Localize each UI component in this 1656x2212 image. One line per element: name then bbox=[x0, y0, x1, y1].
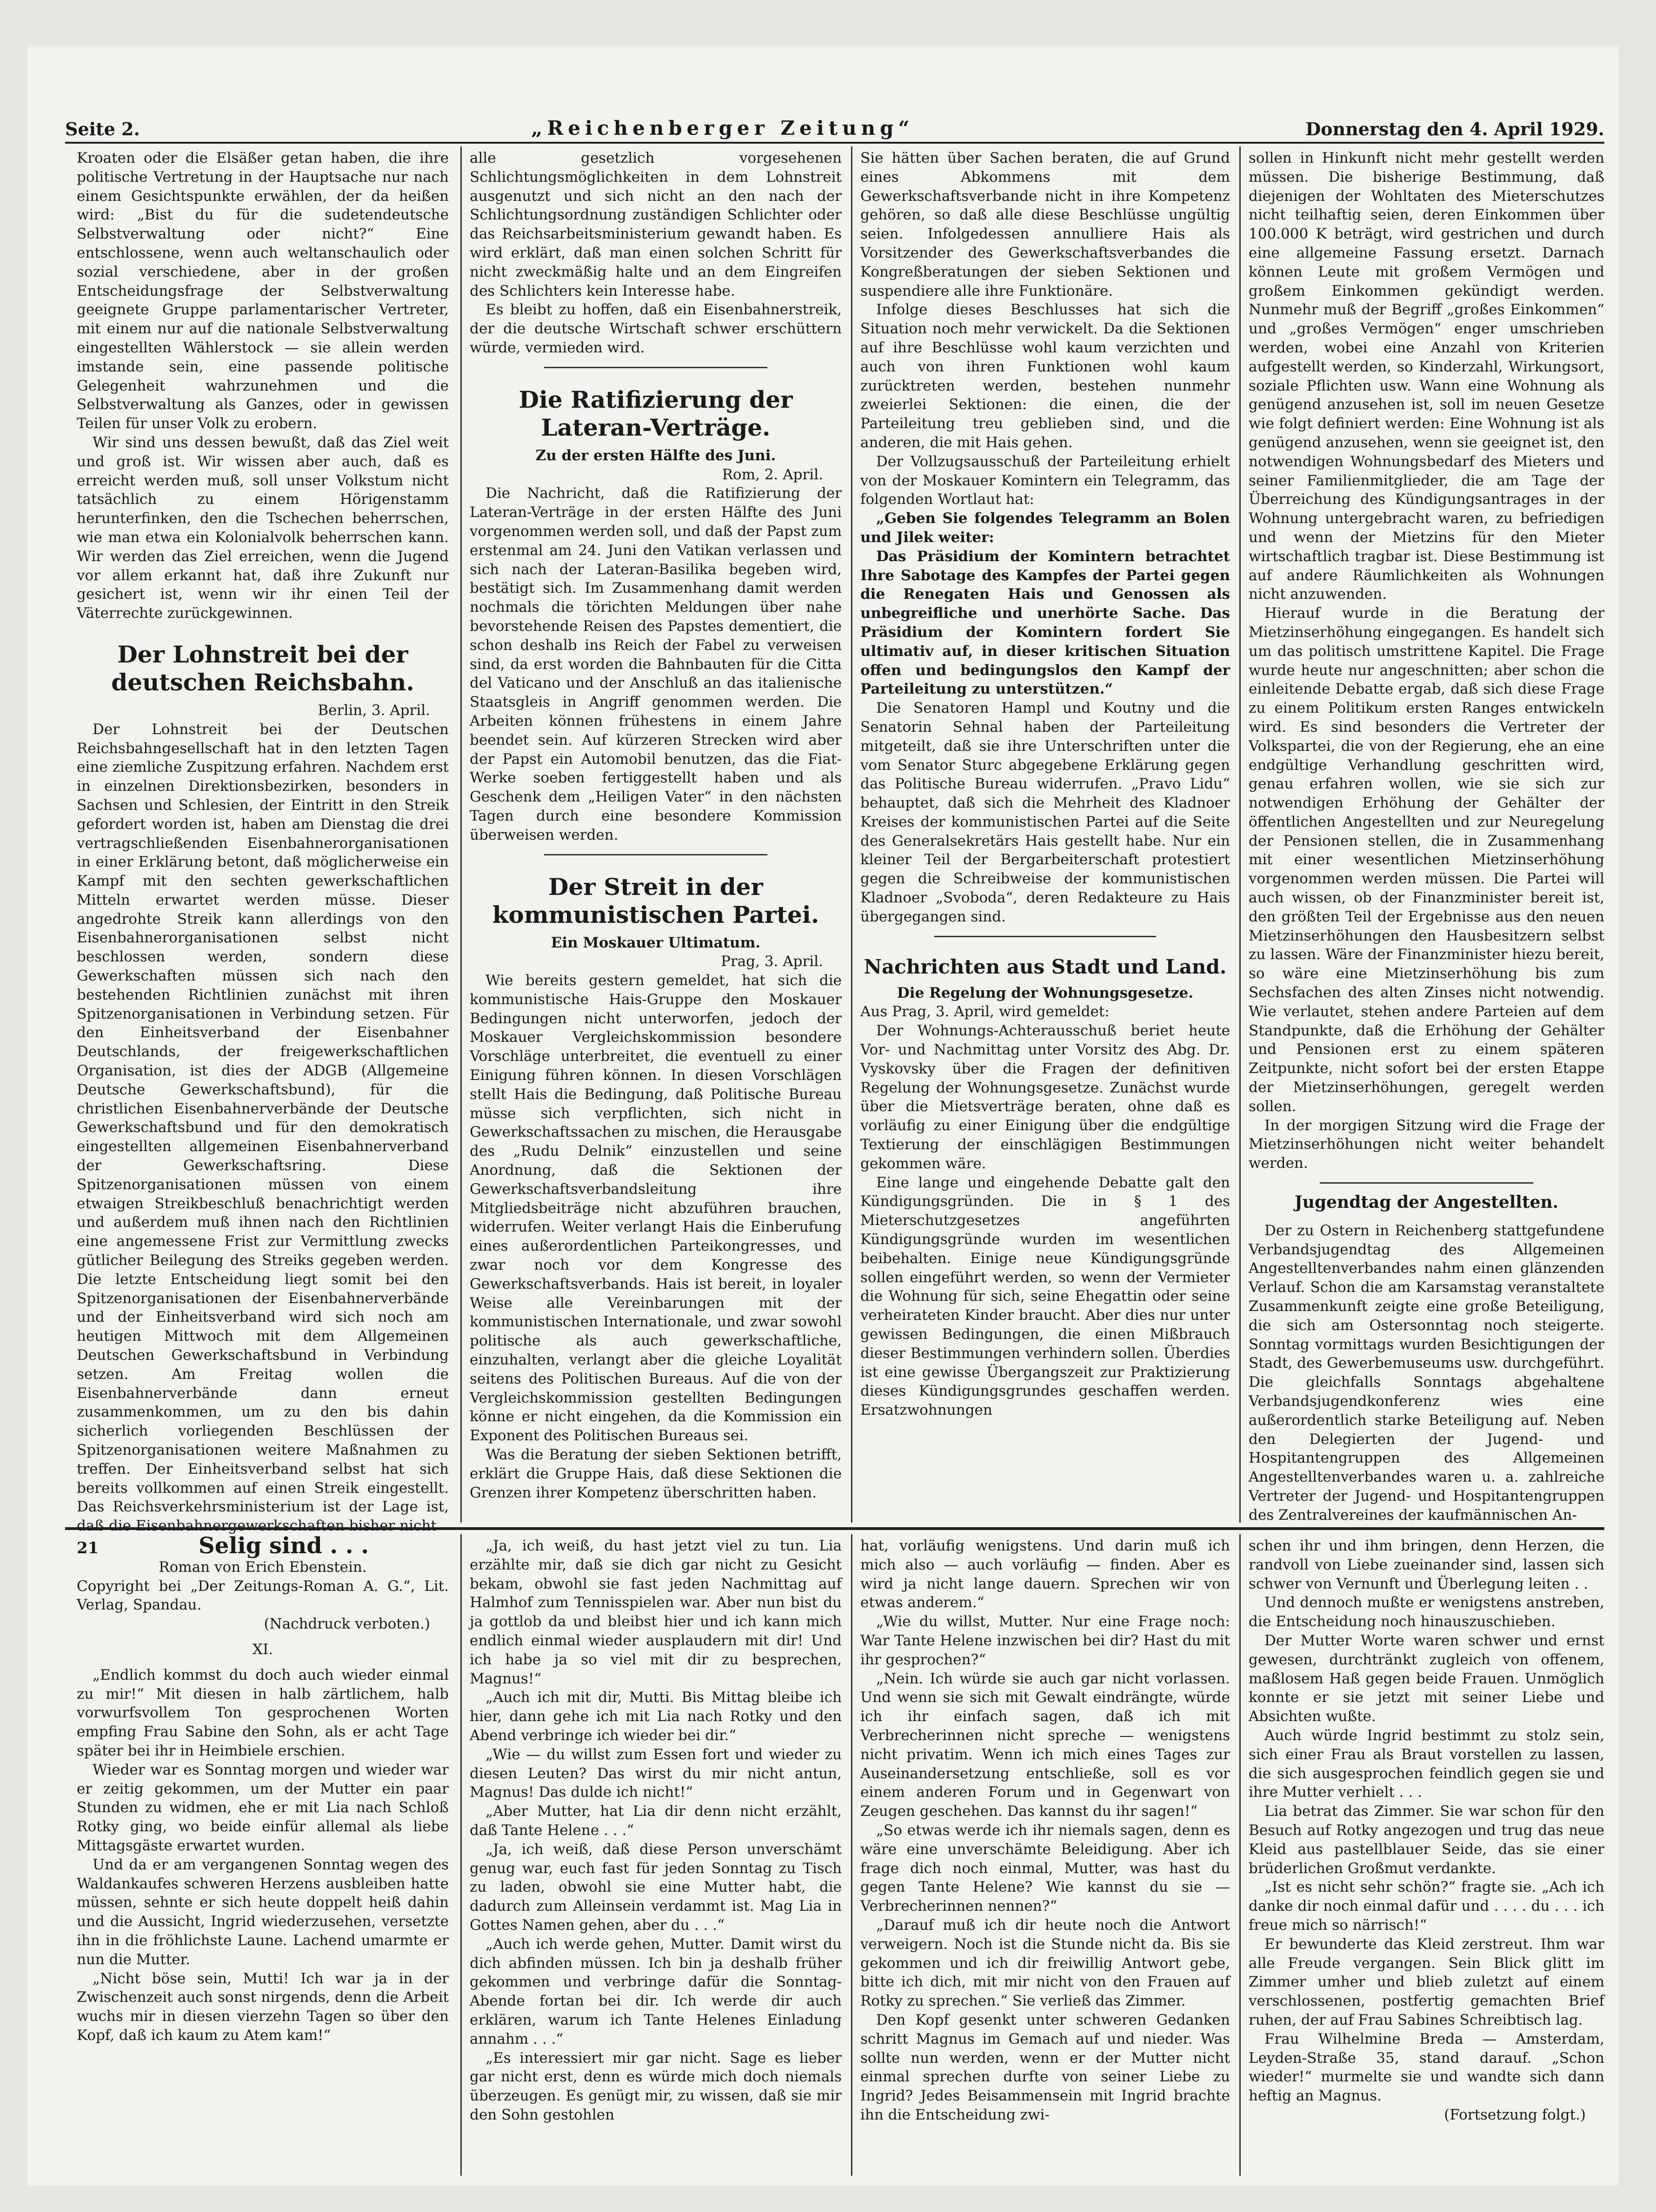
headline-reichsbahn: Der Lohnstreit bei der deutschen Reichsbahn. bbox=[111, 640, 414, 696]
installment-number: 21 bbox=[77, 1539, 99, 1557]
dateline: Prag, 3. April. bbox=[721, 953, 823, 970]
paragraph: sollen in Hinkunft nicht mehr gestellt werden müssen. Die bisherige Bestimmung, daß diejenigen der Wohltaten des Mieterschutzes nicht teilhaftig seien, deren Einkommen über 100.000 K beträgt, wird gestrichen und durch eine allgemeine Fassung ersetzt. Darnach können Leute mit großem Vermögen und großem Einkommen gekündigt werden. Nunmehr muß der Begriff „großes Einkommen“ und „großes Vermögen“ enger umschrieben werden, wobei eine Anzahl von Kriterien aufgestellt werden, so Kinderzahl, Wirkungsort, soziale Pflichten usw. Wann eine Wohnung als genügend anzusehen ist, soll im neuen Gesetze wie folgt definiert werden: Eine Wohnung ist als genügend anzusehen, wenn sie geeignet ist, den notwendigen Wohnungsbedarf des Mieters und seiner Familienmitglieder, die am Tage der Überreichung des Kündigungsantrages in der Wohnung untergebracht waren, zu befriedigen und wenn der Mietzins für den Mieter wirtschaftlich tragbar ist. Diese Bestimmung ist auf andere Räumlichkeiten als Wohnungen nicht anzuwenden. bbox=[1249, 150, 1604, 603]
column-rule bbox=[851, 1534, 852, 2176]
column-rule bbox=[460, 146, 462, 1523]
masthead-rule bbox=[65, 142, 1604, 144]
newspaper-title: „Reichenberger Zeitung“ bbox=[531, 117, 914, 139]
article-column-2 bbox=[470, 149, 842, 1525]
dateline: Rom, 2. April. bbox=[722, 466, 823, 483]
continuation-note: (Fortsetzung folgt.) bbox=[1444, 2106, 1586, 2123]
paragraph: Der zu Ostern in Reichenberg stattgefundene Verbandsjugendtag des Allgemeinen Angestelltenverbandes nahm einen glänzenden Verlauf. Schon die am Karsamstag veranstaltete Zusammenkunft zeigte eine große Beteiligung, die sich am Ostersonntag noch steigerte. Sonntag vormittags wurden Besichtigungen der Stadt, des Gewerbemuseums usw. durchgeführt. Die gleichfalls Sonntags abgehaltene Verbandsjugendkonferenz wies eine außerordentlich starke Beteiligung auf. Neben den Delegierten der Jugend- und Hospitantengruppen des Allgemeinen Angestelltenverbandes waren u. a. zahlreiche Vertreter der Jugend- und Hospitantengruppen des Zentralvereines der kaufmännischen An- bbox=[1249, 1222, 1604, 1523]
paragraph: Aus Prag, 3. April, wird gemeldet: bbox=[860, 1003, 1110, 1020]
page-number: Seite 2. bbox=[65, 119, 140, 139]
article-separator bbox=[544, 854, 767, 855]
column-rule bbox=[851, 146, 852, 1523]
paragraph: Den Kopf gesenkt unter schweren Gedanken schritt Magnus im Gemach auf und nieder. Was sollte nun werden, wenn er der Mutter nicht einmal sprechen durfte von seiner Liebe zu Ingrid? Jedes Beisammensein mit Ingrid brachte ihn die Entscheidung zwi- bbox=[860, 2011, 1230, 2123]
masthead bbox=[65, 102, 1604, 139]
article-column-3 bbox=[860, 149, 1230, 1525]
paragraph: „Nein. Ich würde sie auch gar nicht vorlassen. Und wenn sie sich mit Gewalt eindrängte, würde ich ihr einfach sagen, daß ich mit Verbrecherinnen nicht spreche — wenigstens nicht privatim. Wenn ich mich eines Tages zur Auseinandersetzung entschließe, soll es vor einem anderen Forum und in Gegenwart von Zeugen geschehen. Das kannst du ihr sagen!“ bbox=[860, 1670, 1230, 1820]
serial-column-3 bbox=[860, 1536, 1230, 2176]
serial-column-4 bbox=[1249, 1536, 1604, 2176]
issue-date: Donnerstag den 4. April 1929. bbox=[1305, 119, 1604, 139]
paragraph: „Auch ich mit dir, Mutti. Bis Mittag bleibe ich hier, dann gehe ich mit Lia nach Rotky und den Abend verbringe ich wieder bei dir.“ bbox=[470, 1689, 842, 1744]
serial-column-1 bbox=[77, 1533, 449, 2176]
paragraph: Der Wohnungs-Achterausschuß beriet heute Vor- und Nachmittag unter Vorsitz des Abg. Dr. Vyskovsky über die Fragen der definitiven Regelung der Wohnungsgesetze. Zunächst wurde über die Mietsverträge beraten, ohne daß es vorläufig zu einer Einigung über die endgültige Textierung der einschlägigen Bestimmungen gekommen wäre. bbox=[860, 1022, 1230, 1172]
serial-column-2 bbox=[470, 1536, 842, 2176]
paragraph: Wie bereits gestern gemeldet, hat sich die kommunistische Hais-Gruppe den Moskauer Bedingungen nicht unterworfen, jedoch der Moskauer Vergleichskommission besondere Vorschläge unterbreitet, die eventuell zu einer Einigung führen können. In diesen Vorschlägen stellt Hais die Bedingung, daß Politische Bureau müsse sich verpflichten, sich nicht in Gewerkschaftssachen zu mischen, die Herausgabe des „Rudu Delnik“ einzustellen und seine Anordnung, daß die Sektionen der Gewerkschaftsverbandsleitung ihre Mitgliedsbeiträge nicht abzuführen brauchen, widerrufen. Weiter verlangt Hais die Einberufung eines außerordentlichen Parteikongresses, und zwar noch vor dem Kongresse des Gewerkschaftsverbands. Hais ist bereit, in loyaler Weise alle Vereinbarungen mit der kommunistischen Internationale, und zwar sowohl politische als auch gewerkschaftliche, einzuhalten, verlangt aber die gleiche Loyalität seitens des Politischen Bureaus. Auf die von der Vergleichskommission gestellten Bedingungen könne er nicht eingehen, da die Kommission ein Exponent des Politischen Bureaus sei. bbox=[470, 972, 842, 1444]
paragraph: In der morgigen Sitzung wird die Frage der Mietzinserhöhungen nicht weiter behandelt werden. bbox=[1249, 1117, 1604, 1172]
paragraph: „Wie — du willst zum Essen fort und wieder zu diesen Leuten? Das wirst du mir nicht antun, Magnus! Das dulde ich nicht!“ bbox=[470, 1746, 842, 1801]
paragraph: alle gesetzlich vorgesehenen Schlichtungsmöglichkeiten in dem Lohnstreit ausgenutzt und sich nicht an den nach der Schlichtungsordnung zuständigen Schlichter oder das Reichsarbeitsministerium gewandt haben. Es wird erklärt, daß man einen solchen Schritt für nicht zweckmäßig halte und an dem Eingreifen des Schlichters kein Interesse habe. bbox=[470, 150, 842, 299]
serial-copyright: Copyright bei „Der Zeitungs-Roman A. G.“, Lit. Verlag, Spandau. bbox=[77, 1577, 449, 1614]
paragraph: „Ja, ich weiß, daß diese Person unverschämt genug war, euch fast für jeden Sonntag zu Tisch zu laden, obwohl sie eine Mutter habt, die dadurch zum Alleinsein verdammt ist. Mag Lia in Gottes Namen gehen, aber du . . .“ bbox=[470, 1841, 842, 1934]
paragraph: Das Präsidium der Komintern betrachtet Ihre Sabotage des Kampfes der Partei gegen die Renegaten Hais und Genossen als unbegreifliche und unerhörte Sache. Das Präsidium der Komintern fordert Sie ultimativ auf, in dieser kritischen Situation offen und bedingungslos den Kampf der Parteileitung zu unterstützen.“ bbox=[860, 548, 1230, 698]
headline-jugendtag: Jugendtag der Angestellten. bbox=[1294, 1192, 1559, 1212]
column-rule bbox=[1239, 1534, 1241, 2176]
paragraph: „Ist es nicht sehr schön?“ fragte sie. „Ach ich danke dir noch einmal dafür und . . . . du . . . ich freue mich so närrisch!“ bbox=[1249, 1879, 1604, 1934]
paragraph: Und da er am vergangenen Sonntag wegen des Waldankaufes schweren Herzens ausbleiben hatte müssen, sehnte er sich heute doppelt heiß dahin und die Aussicht, Ingrid wiederzusehen, versetzte ihn in die fröhlichste Laune. Lachend umarmte er nun die Mutter. bbox=[77, 1856, 449, 1968]
paragraph: Sie hätten über Sachen beraten, die auf Grund eines Abkommens mit dem Gewerkschaftsverbande nicht in ihre Kompetenz gehören, so daß alle diese Beschlüsse ungültig seien. Infolgedessen annulliere Hais als Vorsitzender des Gewerkschaftsverbandes die Kongreßberatungen der sieben Sektionen und suspendiere alle ihre Funktionäre. bbox=[860, 150, 1230, 299]
paragraph: Der Mutter Worte waren schwer und ernst gewesen, durchtränkt zugleich von offenem, maßlosem Haß gegen beide Frauen. Unmöglich konnte er sie jetzt mit seiner Liebe und Absichten wußte. bbox=[1249, 1632, 1604, 1725]
paragraph: „Darauf muß ich dir heute noch die Antwort verweigern. Noch ist die Stunde nicht da. Bis sie gekommen und ich dir freiwillig Antwort gebe, bitte ich dich, mit mir nicht von den Frauen auf Rotky zu sprechen.“ Sie verließ das Zimmer. bbox=[860, 1916, 1230, 2010]
article-separator bbox=[934, 936, 1156, 937]
paragraph: Was die Beratung der sieben Sektionen betrifft, erklärt die Gruppe Hais, daß diese Sektionen die Grenzen ihrer Kompetenz überschritten haben. bbox=[470, 1446, 842, 1501]
paragraph: „Wie du willst, Mutter. Nur eine Frage noch: War Tante Helene inzwischen bei dir? Hast du mit ihr gesprochen?“ bbox=[860, 1613, 1230, 1668]
paragraph: Frau Wilhelmine Breda — Amsterdam, Leyden-Straße 35, stand darauf. „Schon wieder!“ murmelte sie und wandte sich dann heftig an Magnus. bbox=[1249, 2030, 1604, 2105]
paragraph: Eine lange und eingehende Debatte galt den Kündigungsgründen. Die in § 1 des Mieterschutzgesetzes angeführten Kündigungsgründe wurden im wesentlichen beibehalten. Einige neue Kündigungsgründe sollen eingeführt werden, so wenn der Vermieter die Wohnung für sich, seine Ehegattin oder seine verheirateten Kinder braucht. Aber dies nur unter gewissen Bedingungen, die einen Mißbrauch dieser Bestimmungen verhindern sollen. Überdies ist eine gewisse Übergangszeit zur Praktizierung dieses Kündigungsgrundes geschaffen werden. Ersatzwohnungen bbox=[860, 1174, 1230, 1419]
paragraph: Die Senatoren Hampl und Koutny und die Senatorin Sehnal haben der Parteileitung mitgeteilt, daß sie ihre Unterschriften unter die vom Senator Sturc abgegebene Erklärung gegen das Politische Bureau widerrufen. „Pravo Lidu“ behauptet, daß sich die Mehrheit des Kladnoer Kreises der kommunistischen Partei auf die Seite des Generalsekretärs Hais gestellt habe. Nur ein kleiner Teil der Bergarbeiterschaft protestiert gegen die Schreibweise der kommunistischen Kladnoer „Svoboda“, deren Redakteure zu Hais übergegangen sind. bbox=[860, 700, 1230, 925]
article-separator bbox=[1320, 1182, 1533, 1184]
serial-header bbox=[77, 1533, 449, 1559]
serial-author: Roman von Erich Ebenstein. bbox=[159, 1558, 367, 1576]
headline-kommunisten: Der Streit in der kommunistischen Partei. bbox=[492, 873, 819, 928]
paragraph: Der Vollzugsausschuß der Parteileitung erhielt von der Moskauer Komintern ein Telegramm, das folgenden Wortlaut hat: bbox=[860, 453, 1230, 508]
reprint-notice: (Nachdruck verboten.) bbox=[264, 1616, 430, 1633]
paragraph: Infolge dieses Beschlusses hat sich die Situation noch mehr verwickelt. Da die Sektionen auf ihre Beschlüsse wohl kaum verzichten und auch von ihren Funktionen wohl kaum zurücktreten werden, bestehen nunmehr zweierlei Sektionen: die einen, die der Parteileitung treu geblieben sind, und die anderen, die mit Hais gehen. bbox=[860, 301, 1230, 451]
paragraph: „Geben Sie folgendes Telegramm an Bolen und Jilek weiter: bbox=[860, 510, 1230, 546]
serial-title: Selig sind . . . bbox=[199, 1533, 369, 1559]
article-column-4 bbox=[1249, 149, 1604, 1525]
column-rule bbox=[1239, 146, 1241, 1523]
paragraph: Die Nachricht, daß die Ratifizierung der Lateran-Verträge in der ersten Hälfte des Juni vorgenommen werden soll, und daß der Papst zum erstenmal am 24. Juni den Vatikan verlassen und sich nach der Lateran-Basilika begeben wird, bestätigt sich. Im Zusammenhang damit werden nochmals die törichten Meldungen über nahe bevorstehende Reisen des Papstes dementiert, die schon deshalb ins Reich der Fabel zu verweisen sind, da erst worden die Bahnbauten für die Citta del Vaticano und der Anschluß an das italienische Staatsgleis in Angriff genommen werden. Die Arbeiten können frühestens in einem Jahre beendet sein. Auf kürzeren Strecken wird aber der Papst ein Automobil benutzen, das die Fiat-Werke soeben fertiggestellt haben und als Geschenk dem „Heiligen Vater“ in den nächsten Tagen durch eine besondere Kommission überweisen werden. bbox=[470, 485, 842, 843]
article-column-1 bbox=[77, 149, 449, 1535]
paragraph: „Auch ich werde gehen, Mutter. Damit wirst du dich abfinden müssen. Ich bin ja deshalb früher gekommen und verbringe dafür die Sonntag-Abende fortan bei dir. Ich werde dir auch erklären, warum ich Tante Helenes Einladung annahm . . .“ bbox=[470, 1935, 842, 2047]
paragraph: Lia betrat das Zimmer. Sie war schon für den Besuch auf Rotky angezogen und trug das neue Kleid aus pastellblauer Seide, das sie einer brüderlichen Großmut verdankte. bbox=[1249, 1803, 1604, 1877]
subheadline: Die Regelung der Wohnungsgesetze. bbox=[897, 984, 1194, 1001]
dateline: Berlin, 3. April. bbox=[318, 702, 430, 719]
paragraph: Und dennoch mußte er wenigstens anstreben, die Entscheidung noch hinauszuschieben. bbox=[1249, 1594, 1604, 1630]
paragraph: schen ihr und ihm bringen, denn Herzen, die randvoll von Liebe zueinander sind, lassen sich schwer von Vernunft und Überlegung leiten . . bbox=[1249, 1537, 1604, 1592]
paragraph: Es bleibt zu hoffen, daß ein Eisenbahnerstreik, der die deutsche Wirtschaft schwer erschüttern würde, vermieden wird. bbox=[470, 301, 842, 356]
headline-lateran: Die Ratifizierung der Lateran-Verträge. bbox=[519, 385, 793, 441]
column-rule bbox=[460, 1534, 462, 2176]
paragraph: „Endlich kommst du doch auch wieder einmal zu mir!“ Mit diesen in halb zärtlichem, halb vorwurfsvollem Ton gesprochenen Worten empfing Frau Sabine den Sohn, als er acht Tage später bei ihr in Heimbiele erschien. bbox=[77, 1666, 449, 1759]
paragraph: Auch würde Ingrid bestimmt zu stolz sein, sich einer Frau als Braut vorstellen zu lassen, die sich ausgesprochen feindlich gegen sie und ihre Mutter verhielt . . . bbox=[1249, 1727, 1604, 1801]
paragraph: Er bewunderte das Kleid zerstreut. Ihm war alle Freude vergangen. Sein Blick glitt im Zimmer umher und blieb zuletzt auf einem verschlossenen, postfertig gemachten Brief ruhen, der auf Frau Sabines Schreibtisch lag. bbox=[1249, 1935, 1604, 2028]
paragraph: Wir sind uns dessen bewußt, daß das Ziel weit und groß ist. Wir wissen aber auch, daß es erreicht werden muß, soll unser Volkstum nicht tatsächlich zu einem Hörigenstamm herunterfinken, den die Tschechen beherrschen, wie man etwa ein Kolonialvolk beherrschen kann. Wir werden das Ziel erreichen, wenn die Jugend vor allem erkannt hat, daß ihre Zukunft nur gesichert ist, wenn wir ihr einen Teil der Väterrechte zurückgewinnen. bbox=[77, 434, 449, 622]
headline-stadt-land: Nachrichten aus Stadt und Land. bbox=[864, 955, 1227, 978]
paragraph: „Nicht böse sein, Mutti! Ich war ja in der Zwischenzeit auch sonst nirgends, denn die Arbeit wuchs mir in diesen vierzehn Tagen so über den Kopf, daß ich kaum zu Atem kam!“ bbox=[77, 1970, 449, 2044]
subheadline: Ein Moskauer Ultimatum. bbox=[551, 934, 761, 951]
paragraph: Kroaten oder die Elsäßer getan haben, die ihre politische Vertretung in der Hauptsache nur nach einem Gesichtspunkte erwählen, der da heißen wird: „Bist du für die sudetendeutsche Selbstverwaltung oder nicht?“ Eine entschlossene, wenn auch weltanschaulich oder sozial verschiedene, aber in der großen Entscheidungsfrage der Selbstverwaltung geeignete Gruppe parlamentarischer Vertreter, mit einem nur auf die nationale Selbstverwaltung eingestellten Wählerstock — sie allein werden imstande sein, eine passende politische Gelegenheit wahrzunehmen und die Selbstverwaltung als Ganzes, oder in gewissen Teilen für unser Volk zu erobern. bbox=[77, 150, 449, 432]
paragraph: hat, vorläufig wenigstens. Und darin muß ich mich also — auch vorläufig — finden. Aber es wird ja nicht lange dauern. Sprechen wir von etwas anderem.“ bbox=[860, 1537, 1230, 1611]
paragraph: „Ja, ich weiß, du hast jetzt viel zu tun. Lia erzählte mir, daß sie dich gar nicht zu Gesicht bekam, obwohl sie fast jeden Nachmittag auf Halmhof zum Tennisspielen war. Aber nun bist du ja gottlob da und bleibst hier und ich kann mich endlich einmal wieder ausplaudern mit dir! Und ich habe ja so viel mit dir zu besprechen, Magnus!“ bbox=[470, 1537, 842, 1687]
paragraph: „Es interessiert mir gar nicht. Sage es lieber gar nicht erst, denn es würde mich doch niemals überzeugen. Es genügt mir, zu wissen, daß sie mir den Sohn gestohlen bbox=[470, 2049, 842, 2123]
subheadline: Zu der ersten Hälfte des Juni. bbox=[535, 447, 776, 464]
paragraph: „Aber Mutter, hat Lia dir denn nicht erzählt, daß Tante Helene . . .“ bbox=[470, 1803, 842, 1839]
chapter-number: XI. bbox=[252, 1641, 273, 1658]
paragraph: Wieder war es Sonntag morgen und wieder war er zeitig gekommen, um der Mutter ein paar Stunden zu widmen, ehe er mit Lia nach Schloß Rotky ging, wo beide einfür allemal als liebe Mittagsgäste erwartet wurden. bbox=[77, 1761, 449, 1854]
paragraph: Der Lohnstreit bei der Deutschen Reichsbahngesellschaft hat in den letzten Tagen eine ziemliche Zuspitzung erfahren. Nachdem erst in einzelnen Direktionsbezirken, besonders in Sachsen und Schlesien, der Eintritt in den Streik gefordert worden ist, haben am Dienstag die drei vertragschließenden Eisenbahnerorganisationen in einer Erklärung betont, daß möglicherweise ein Kampf mit den sechten gewerkschaftlichen Mitteln erwartet werden müsse. Dieser angedrohte Streik kann allerdings von den Eisenbahnerorganisationen selbst nicht beschlossen werden, sondern diese Gewerkschaften müssen sich nach den bestehenden Richtlinien zunächst mit ihren Spitzenorganisationen in Verbindung setzen. Für den Einheitsverband der Eisenbahner Deutschlands, der freigewerkschaftlichen Organisation, ist dies der ADGB (Allgemeine Deutsche Gewerkschaftsbund), für die christlichen Eisenbahnerverbände der Deutsche Gewerkschaftsbund und für den demokratisch eingestellten allgemeinen Eisenbahnerverband der Gewerkschaftsring. Diese Spitzenorganisationen müssen von einem etwaigen Streikbeschluß benachrichtigt werden und außerdem muß ihnen nach den Richtlinien eine angemessene Frist zur Vermittlung zwecks gütlicher Beilegung des Streiks gegeben werden. Die letzte Entscheidung liegt somit bei den Spitzenorganisationen der Eisenbahnerverbände und der Einheitsverband wird sich noch am heutigen Mittwoch mit dem Allgemeinen Deutschen Gewerkschaftsbund in Verbindung setzen. Am Freitag wollen die Eisenbahnerverbände dann erneut zusammenkommen, um zu den bis dahin sicherlich vorliegenden Beschlüssen der Spitzenorganisationen weitere Maßnahmen zu treffen. Der Einheitsverband selbst hat sich bereits vollkommen auf einen Streik eingestellt. Das Reichsverkehrsministerium ist der Lage ist, daß die Eisenbahnergewerkschaften bisher nicht bbox=[77, 721, 449, 1535]
paragraph: „So etwas werde ich ihr niemals sagen, denn es wäre eine unverschämte Beleidigung. Aber ich frage dich noch einmal, Mutter, was hast du gegen Tante Helene? Wie kannst du sie — Verbrecherinnen nennen?“ bbox=[860, 1821, 1230, 1915]
article-separator bbox=[544, 367, 767, 368]
paragraph: Hierauf wurde in die Beratung der Mietzinserhöhung eingegangen. Es handelt sich um das politisch umstrittene Kapitel. Die Frage wurde heute nur angeschnitten; aber schon die einleitende Debatte ergab, daß sich diese Frage zu einem Politikum ersten Ranges entwickeln wird. Es sind besonders die Vertreter der Volkspartei, die von der Regierung, ehe an eine endgültige Verhandlung geschritten wird, genau erfahren wollen, wie sie sich zur notwendigen Erhöhung der Gehälter der öffentlichen Angestellten und zur Neuregelung der Pensionen stellen, die in Zusammenhang mit einer wesentlichen Mietzinserhöhung vorgenommen werden müssen. Die Partei will auch wissen, ob der Finanzminister bereit ist, den größten Teil der Ergebnisse aus den neuen Mietzinserhöhungen den Hausbesitzern selbst zu lassen. Wäre der Finanzminister hiezu bereit, so wäre eine Mietzinserhöhung bis zum Sechsfachen des alten Zinses nicht notwendig. Wie verlautet, stehen andere Parteien auf dem Standpunkte, daß die Erhöhung der Gehälter und Pensionen erst zu einem späteren Zeitpunkte, nicht sofort bei der ersten Etappe der Mietzinserhöhungen, geregelt werden sollen. bbox=[1249, 605, 1604, 1115]
